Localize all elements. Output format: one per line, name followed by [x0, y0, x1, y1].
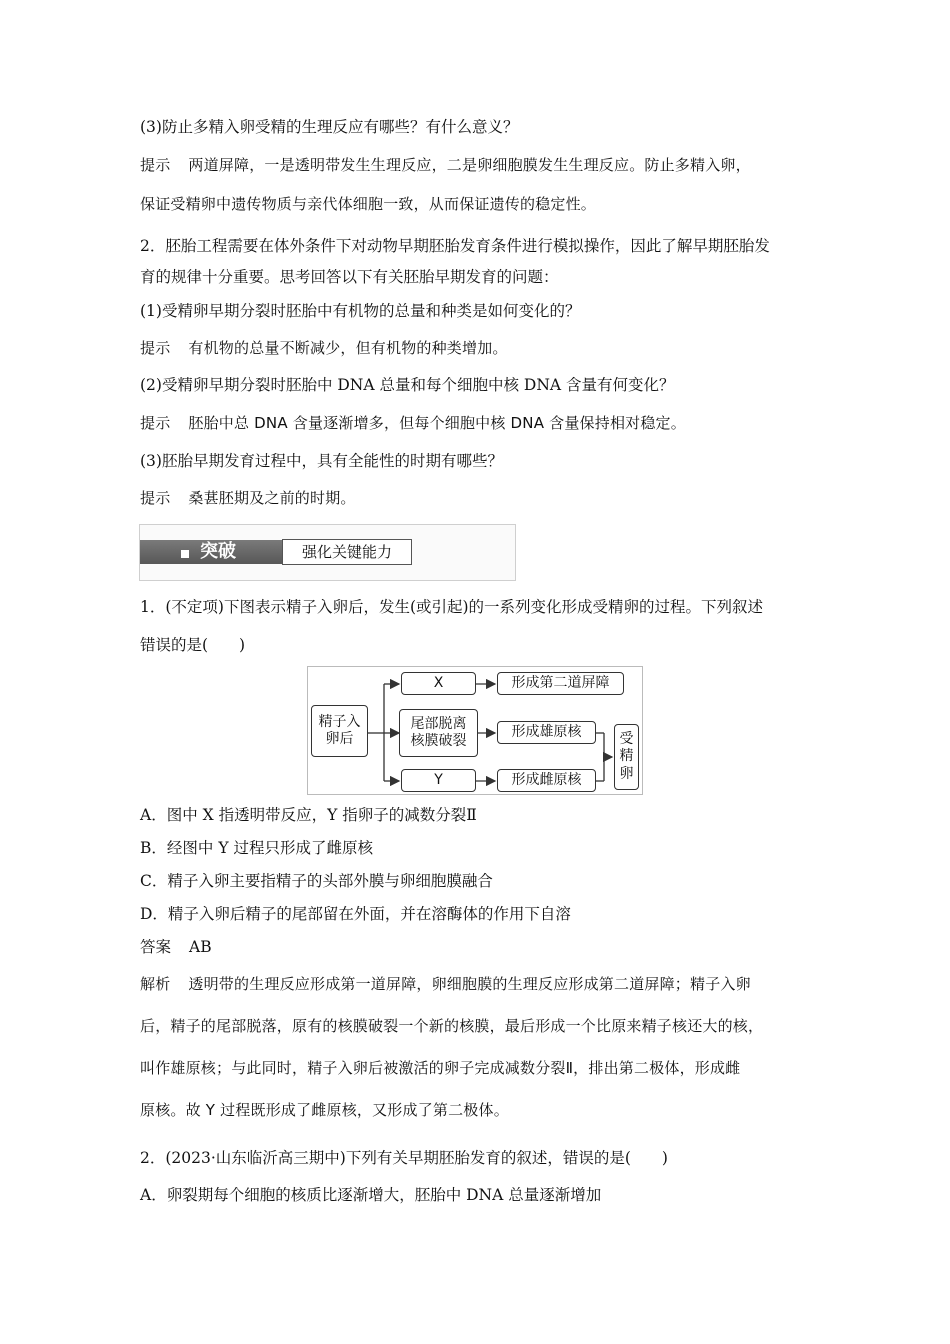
q2-hint3: [140, 489, 356, 507]
flow-diagram: [307, 666, 643, 795]
section-banner: [139, 524, 516, 581]
node-sperm-entry: 精子入卵后: [311, 705, 368, 757]
option-c: C．精子入卵主要指精子的头部外膜与卵细胞膜融合: [140, 872, 493, 890]
q2-intro-line2: 育的规律十分重要。思考回答以下有关胚胎早期发育的问题：: [140, 268, 559, 286]
option-a: A．图中 X 指透明带反应，Y 指卵子的减数分裂Ⅱ: [140, 806, 477, 824]
banner-title: 突破: [200, 541, 236, 562]
question-3: (3)防止多精入卵受精的生理反应有哪些？有什么意义？: [140, 118, 519, 136]
q2-intro-line1: 2．胚胎工程需要在体外条件下对动物早期胚胎发育条件进行模拟操作，因此了解早期胚胎发: [140, 237, 770, 255]
answer: [140, 938, 212, 957]
q2-hint2: [140, 414, 686, 432]
node-second-barrier: 形成第二道屏障: [497, 672, 624, 695]
analysis-label: 解析: [140, 975, 171, 993]
analysis-line3: 叫作雄原核；与此同时，精子入卵后被激活的卵子完成减数分裂Ⅱ，排出第二极体，形成雌: [140, 1059, 741, 1077]
banner-subtitle: 强化关键能力: [282, 539, 412, 565]
analysis-line2: 后，精子的尾部脱落，原有的核膜破裂一个新的核膜，最后形成一个比原来精子核还大的核，: [140, 1017, 764, 1035]
ex1-stem-line2: 错误的是( ): [140, 636, 246, 654]
q2-hint1: [140, 339, 508, 357]
hint-text: 两道屏障，一是透明带发生生理反应，二是卵细胞膜发生生理反应。防止多精入卵，: [188, 156, 751, 174]
ex2-stem: 2．(2023·山东临沂高三期中)下列有关早期胚胎发育的叙述，错误的是( ): [140, 1149, 668, 1167]
ex2-option-a: A．卵裂期每个细胞的核质比逐渐增大，胚胎中 DNA 总量逐渐增加: [140, 1186, 602, 1204]
node-zygote: 受精卵: [614, 724, 639, 790]
square-bullet-icon: [181, 550, 189, 558]
hint-text: 桑葚胚期及之前的时期。: [188, 489, 356, 507]
node-female-pronucleus: 形成雌原核: [497, 769, 596, 792]
hint-3-line1: [140, 156, 751, 174]
hint-label: 提示: [140, 156, 171, 174]
q2-sub2: (2)受精卵早期分裂时胚胎中 DNA 总量和每个细胞中核 DNA 含量有何变化？: [140, 376, 675, 394]
analysis-text: 透明带的生理反应形成第一道屏障，卵细胞膜的生理反应形成第二道屏障；精子入卵: [188, 975, 751, 993]
hint-text: 有机物的总量不断减少，但有机物的种类增加。: [188, 339, 508, 357]
node-x: X: [401, 672, 476, 695]
analysis-line4: 原核。故 Y 过程既形成了雌原核，又形成了第二极体。: [140, 1101, 509, 1119]
analysis-line1: [140, 975, 751, 993]
ex1-stem-line1: 1．(不定项)下图表示精子入卵后，发生(或引起)的一系列变化形成受精卵的过程。下列叙述: [140, 598, 764, 616]
node-y: Y: [401, 769, 476, 792]
hint-label: 提示: [140, 489, 171, 507]
hint-label: 提示: [140, 339, 171, 357]
q2-sub1: (1)受精卵早期分裂时胚胎中有机物的总量和种类是如何变化的？: [140, 302, 581, 320]
node-male-pronucleus: 形成雄原核: [497, 721, 596, 744]
option-d: D．精子入卵后精子的尾部留在外面，并在溶酶体的作用下自溶: [140, 905, 571, 923]
q2-sub3: (3)胚胎早期发育过程中，具有全能性的时期有哪些？: [140, 452, 503, 470]
hint-3-line2: 保证受精卵中遗传物质与亲代体细胞一致，从而保证遗传的稳定性。: [140, 195, 597, 213]
hint-text: 胚胎中总 DNA 含量逐渐增多，但每个细胞中核 DNA 含量保持相对稳定。: [188, 414, 686, 432]
answer-label: 答案: [140, 938, 172, 956]
answer-value: AB: [189, 938, 212, 956]
option-b: B．经图中 Y 过程只形成了雌原核: [140, 839, 373, 857]
hint-label: 提示: [140, 414, 171, 432]
node-tail-nucleus: 尾部脱离核膜破裂: [399, 709, 478, 757]
